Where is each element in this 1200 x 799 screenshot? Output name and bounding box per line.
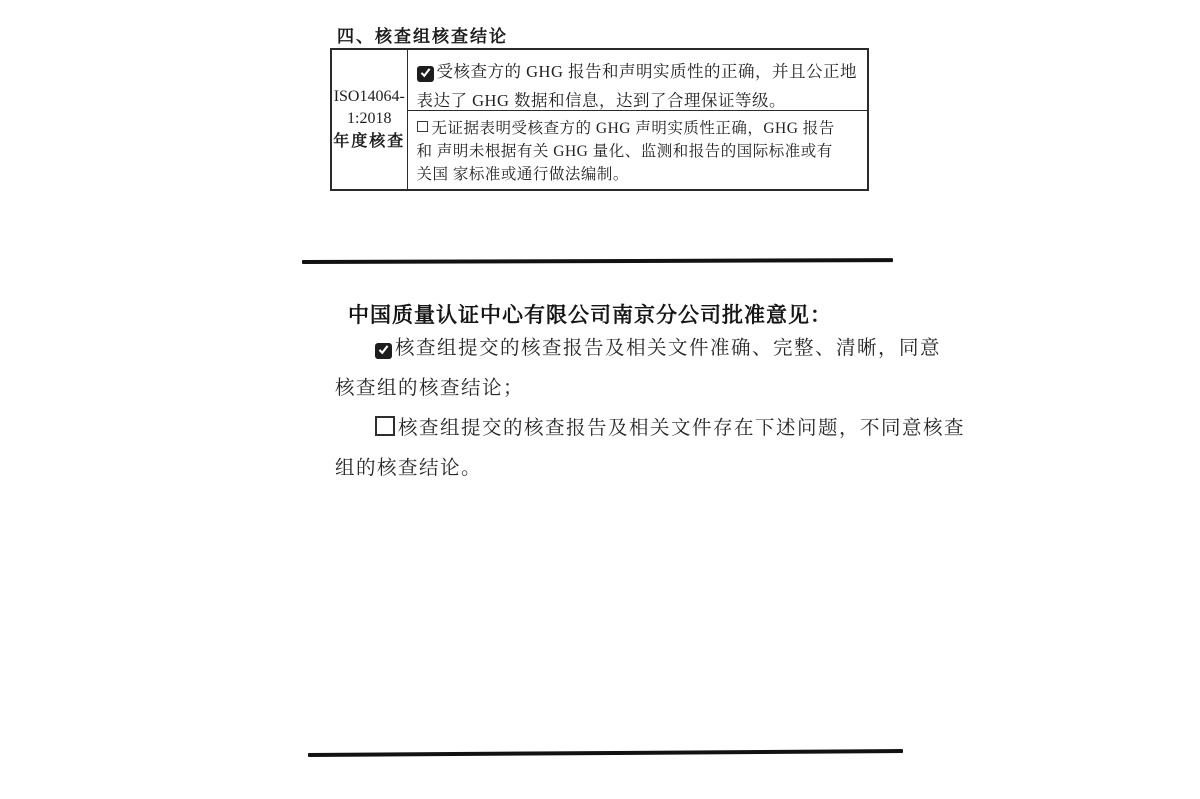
table-row-negative-conclusion (408, 111, 868, 189)
approval-text-line: 核查组提交的核查报告及相关文件准确、完整、清晰，同意 (395, 338, 942, 359)
section-heading: 四、核查组核查结论 (337, 27, 508, 46)
approval-text-line: 核查组的核查结论； (335, 378, 525, 399)
conclusion-text: 受核查方的 GHG 报告和声明实质性的正确，并且公正地 (436, 62, 857, 81)
checked-checkbox-icon[interactable] (375, 343, 392, 359)
conclusion-line: 表达了 GHG 数据和信息，达到了合理保证等级。 (416, 91, 786, 110)
conclusion-line: 和 声明未根据有关 GHG 量化、监测和报告的国际标准或有 (416, 143, 833, 160)
unchecked-checkbox-icon[interactable] (375, 416, 395, 436)
approval-option-agree (335, 329, 942, 369)
conclusion-text: 无证据表明受核查方的 GHG 声明实质性正确，GHG 报告 (431, 120, 835, 137)
table-conclusion-column (408, 50, 868, 189)
standard-name: ISO14064-1:2018 (333, 87, 405, 127)
approval-heading: 中国质量认证中心有限公司南京分公司批准意见： (348, 304, 832, 327)
conclusion-table (330, 48, 869, 191)
conclusion-line (417, 57, 858, 86)
horizontal-rule-bottom (308, 749, 903, 757)
table-cell-standard (332, 50, 408, 189)
approval-text-line: 组的核查结论。 (335, 458, 483, 479)
conclusion-line (417, 117, 858, 140)
horizontal-rule-top (302, 258, 893, 264)
conclusion-line: 关国 家标准或通行做法编制。 (416, 166, 629, 183)
table-row-positive-conclusion (408, 50, 868, 111)
approval-option-disagree (335, 409, 966, 449)
unchecked-checkbox-icon[interactable] (417, 121, 428, 132)
approval-statements (335, 329, 966, 489)
verification-cycle: 年度核查 (333, 132, 406, 150)
checked-checkbox-icon[interactable] (417, 66, 434, 82)
approval-text-line: 核查组提交的核查报告及相关文件存在下述问题，不同意核查 (398, 418, 966, 439)
